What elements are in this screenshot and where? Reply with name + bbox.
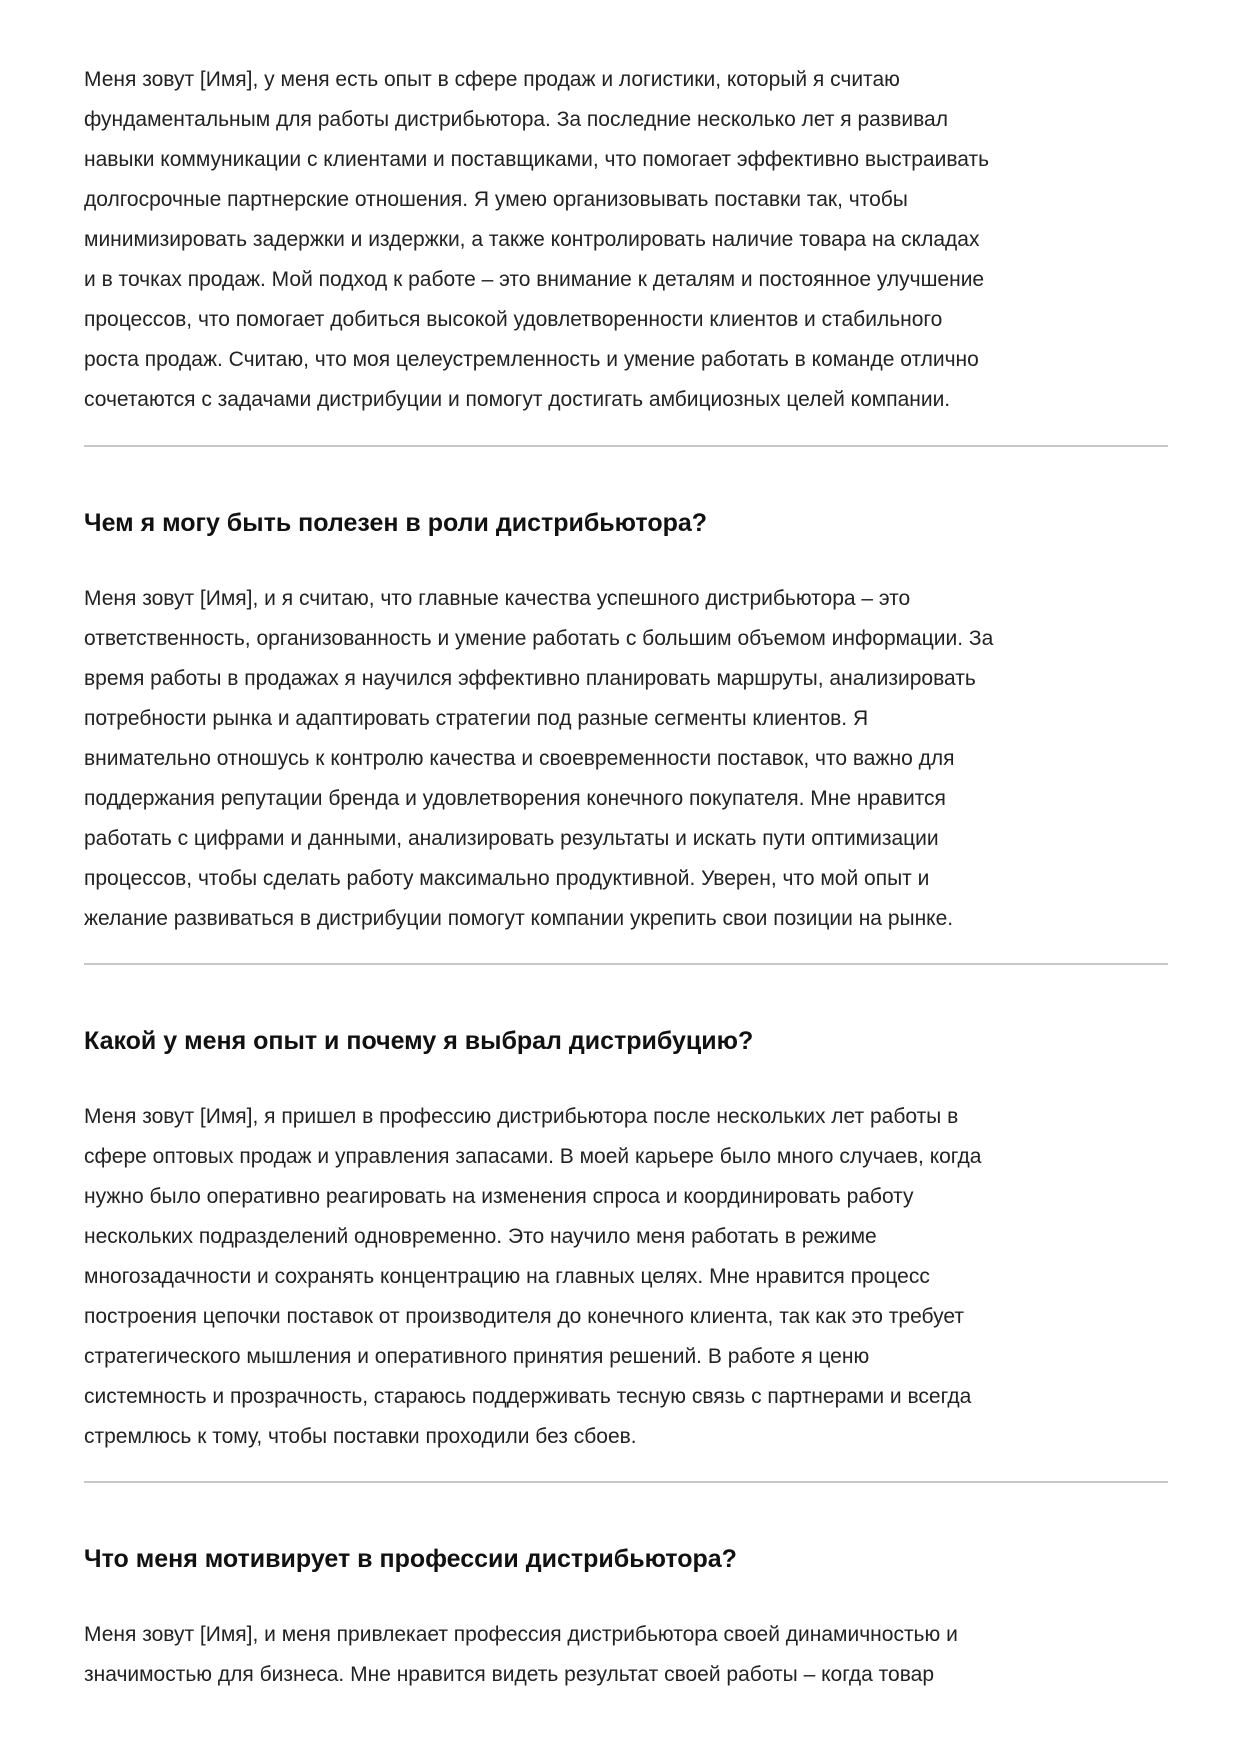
paragraph-line: навыки коммуникации с клиентами и поставщиками, что помогает эффективно выстраивать bbox=[84, 148, 990, 171]
paragraph-line: потребности рынка и адаптировать стратегии под разные сегменты клиентов. Я bbox=[84, 707, 869, 730]
paragraph-line: фундаментальным для работы дистрибьютора. За последние несколько лет я развивал bbox=[84, 108, 948, 131]
paragraph-line: Меня зовут [Имя], и я считаю, что главные качества успешного дистрибьютора – это bbox=[84, 587, 911, 610]
paragraph bbox=[84, 1097, 1168, 1457]
paragraph-line: многозадачности и сохранять концентрацию на главных целях. Мне нравится процесс bbox=[84, 1265, 930, 1288]
section-intro bbox=[84, 60, 1168, 420]
paragraph-line: долгосрочные партнерские отношения. Я умею организовывать поставки так, чтобы bbox=[84, 188, 908, 211]
divider bbox=[84, 445, 1168, 447]
paragraph bbox=[84, 60, 1168, 420]
paragraph-line: сочетаются с задачами дистрибуции и помогут достигать амбициозных целей компании. bbox=[84, 388, 951, 411]
paragraph-line: процессов, чтобы сделать работу максимально продуктивной. Уверен, что мой опыт и bbox=[84, 867, 930, 890]
paragraph-line: системность и прозрачность, стараюсь поддерживать тесную связь с партнерами и всегда bbox=[84, 1385, 972, 1408]
paragraph-line: роста продаж. Считаю, что моя целеустремленность и умение работать в команде отлично bbox=[84, 348, 979, 371]
paragraph-line: желание развиваться в дистрибуции помогут компании укрепить свои позиции на рынке. bbox=[84, 907, 954, 930]
paragraph bbox=[84, 1615, 1168, 1695]
paragraph-line: внимательно отношусь к контролю качества и своевременности поставок, что важно для bbox=[84, 747, 955, 770]
paragraph-line: построения цепочки поставок от производителя до конечного клиента, так как это требует bbox=[84, 1305, 964, 1328]
divider bbox=[84, 1481, 1168, 1483]
divider bbox=[84, 963, 1168, 965]
section-heading: Какой у меня опыт и почему я выбрал дистрибуцию? bbox=[84, 1027, 754, 1055]
section-motivation bbox=[84, 1544, 1168, 1695]
paragraph bbox=[84, 579, 1168, 939]
paragraph-line: нескольких подразделений одновременно. Это научило меня работать в режиме bbox=[84, 1225, 877, 1248]
paragraph-line: значимостью для бизнеса. Мне нравится видеть результат своей работы – когда товар bbox=[84, 1663, 935, 1686]
paragraph-line: минимизировать задержки и издержки, а также контролировать наличие товара на складах bbox=[84, 228, 980, 251]
paragraph-line: поддержания репутации бренда и удовлетворения конечного покупателя. Мне нравится bbox=[84, 787, 946, 810]
section-experience bbox=[84, 1026, 1168, 1457]
paragraph-line: стратегического мышления и оперативного принятия решений. В работе я ценю bbox=[84, 1345, 870, 1368]
paragraph-line: работать с цифрами и данными, анализировать результаты и искать пути оптимизации bbox=[84, 827, 939, 850]
paragraph-line: Меня зовут [Имя], и меня привлекает профессия дистрибьютора своей динамичностью и bbox=[84, 1623, 958, 1646]
paragraph-line: Меня зовут [Имя], я пришел в профессию дистрибьютора после нескольких лет работы в bbox=[84, 1105, 959, 1128]
paragraph-line: Меня зовут [Имя], у меня есть опыт в сфере продаж и логистики, который я считаю bbox=[84, 68, 900, 91]
paragraph-line: нужно было оперативно реагировать на изменения спроса и координировать работу bbox=[84, 1185, 914, 1208]
section-heading: Чем я могу быть полезен в роли дистрибьютора? bbox=[84, 509, 708, 537]
paragraph-line: ответственность, организованность и умение работать с большим объемом информации. За bbox=[84, 627, 994, 650]
section-heading: Что меня мотивирует в профессии дистрибьютора? bbox=[84, 1545, 737, 1573]
paragraph-line: сфере оптовых продаж и управления запасами. В моей карьере было много случаев, когда bbox=[84, 1145, 982, 1168]
paragraph-line: стремлюсь к тому, чтобы поставки проходили без сбоев. bbox=[84, 1425, 637, 1448]
paragraph-line: время работы в продажах я научился эффективно планировать маршруты, анализировать bbox=[84, 667, 976, 690]
section-usefulness bbox=[84, 508, 1168, 939]
paragraph-line: и в точках продаж. Мой подход к работе – это внимание к деталям и постоянное улучшение bbox=[84, 268, 985, 291]
paragraph-line: процессов, что помогает добиться высокой удовлетворенности клиентов и стабильного bbox=[84, 308, 943, 331]
